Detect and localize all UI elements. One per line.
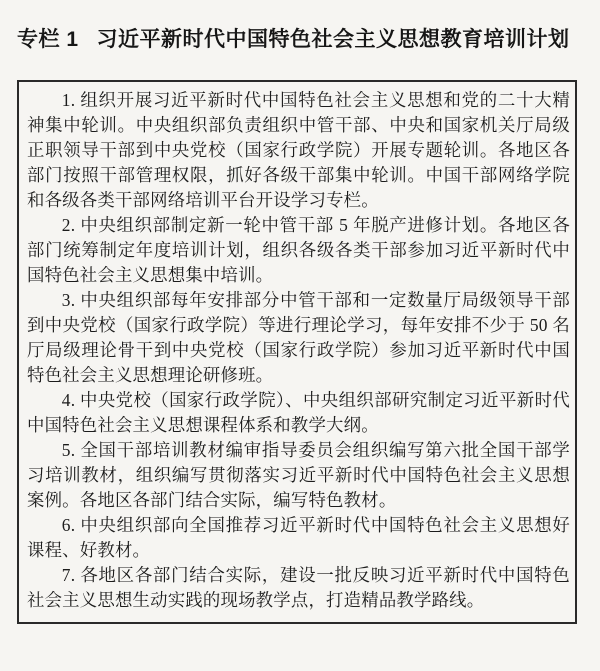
numbered-paragraph: 3. 中央组织部每年安排部分中管干部和一定数量厅局级领导干部到中央党校（国家行政学院）等进行理论学习，每年安排不少于 50 名厅局级理论骨干到中央党校（国家行政学院）参加习近平新时代中国特色社会主义思想理论研修班。 — [27, 290, 570, 385]
numbered-paragraph: 2. 中央组织部制定新一轮中管干部 5 年脱产进修计划。各地区各部门统筹制定年度培训计划，组织各级各类干部参加习近平新时代中国特色社会主义思想集中培训。 — [27, 215, 570, 285]
numbered-paragraph: 6. 中央组织部向全国推荐习近平新时代中国特色社会主义思想好课程、好教材。 — [27, 515, 570, 560]
numbered-paragraph: 1. 组织开展习近平新时代中国特色社会主义思想和党的二十大精神集中轮训。中央组织部负责组织中管干部、中央和国家机关厅局级正职领导干部到中央党校（国家行政学院）开展专题轮训。各地区各部门按照干部管理权限，抓好各级干部集中轮训。中国干部网络学院和各级各类干部网络培训平台开设学习专栏。 — [27, 90, 570, 210]
column-title-text: 习近平新时代中国特色社会主义思想教育培训计划 — [96, 28, 570, 51]
numbered-paragraph: 5. 全国干部培训教材编审指导委员会组织编写第六批全国干部学习培训教材，组织编写贯彻落实习近平新时代中国特色社会主义思想案例。各地区各部门结合实际，编写特色教材。 — [27, 440, 570, 510]
column-label: 专栏 1 — [17, 28, 79, 51]
document-page — [0, 26, 600, 671]
training-plan-box — [17, 80, 577, 624]
numbered-paragraph: 4. 中央党校（国家行政学院）、中央组织部研究制定习近平新时代中国特色社会主义思想课程体系和教学大纲。 — [27, 390, 570, 435]
page-title — [17, 26, 590, 53]
numbered-paragraph: 7. 各地区各部门结合实际，建设一批反映习近平新时代中国特色社会主义思想生动实践的现场教学点，打造精品教学路线。 — [27, 565, 570, 610]
